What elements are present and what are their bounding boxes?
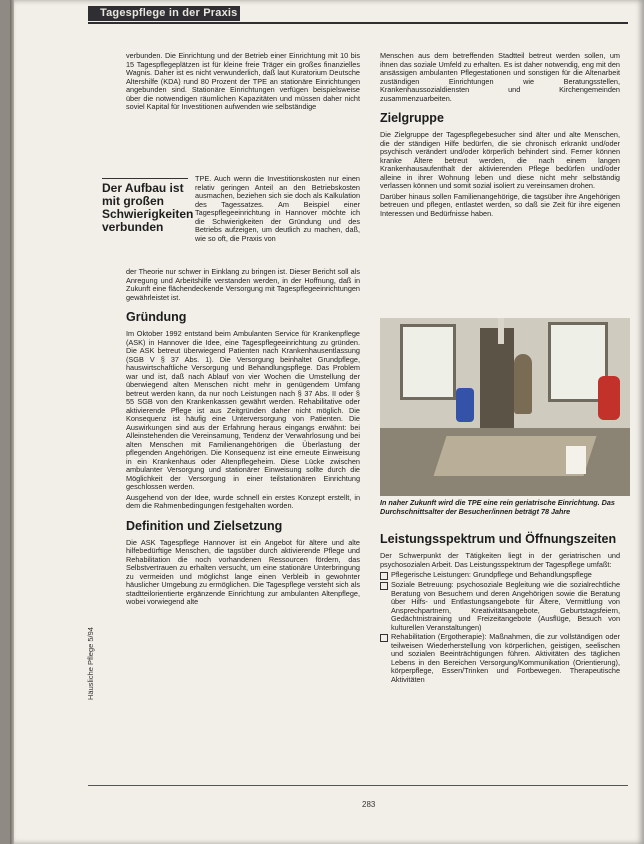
leistung-paragraph: Der Schwerpunkt der Tätigkeiten liegt in der geriatrischen und psychosozialen Arbeit. Das Leistungsspektrum der Tagespflege umfaßt: bbox=[380, 551, 620, 569]
definition-paragraph: Die ASK Tagespflege Hannover ist ein Angebot für ältere und alte hilfebedürftige Menschen, die tagsüber durch aktivierende Pflege und Rehabilitation die noch vorhandenen Ressourcen fördern, das Selbstvertrauen zu erhalten versucht, um eine stationäre Unterbringung zu vermeiden und möglichst lange einen Verbleib in gewohnter häuslicher Umgebung zu ermöglichen. Die Tagespflege versteht sich als stadtteilorientierte ergänzende Einrichtung zur ambulanten Altenpflege, wobei vorwiegend alte bbox=[126, 537, 360, 606]
wrapped-paragraph: TPE. Auch wenn die Investitionskosten nur einen relativ geringen Anteil an den Betriebskosten ausmachen, beziehen sich sie doch als Kalkulation des Tagessatzes. Am Beispiel einer Tagespflegeeinrichtung in Hannover möchte ich die Schwierigkeiten der Gründung und des Betriebs aufzeigen, um deutlich zu machen, daß, wie so oft, die Praxis von bbox=[195, 174, 360, 243]
list-item-text: Soziale Betreuung: psychosoziale Begleitung wie die sozialrechtliche Beratung von Besuchern und deren Angehörigen sowie die Beratung über Hilfs- und Entlastungsangebote für Ältere, Vermittlung von Ansprechpartnern, Kreativitätsangebote, Geburtstagsfeiern, Gedächtnistraining und Freizeitangebote (Ausflüge, Besuch von kulturellen Veranstaltungen) bbox=[391, 580, 620, 632]
list-item bbox=[380, 571, 620, 580]
list-item-text: Rehabilitation (Ergotherapie): Maßnahmen, die zur vollständigen oder teilweisen Wiederherstellung von körperlichen, geistigen, seelischen und sozialen Beeinträchtigungen führen. Aktivitäten des täglichen Lebens in den Bereichen Versorgung/Kommunikation (Orientierung), körperpflege, Essen/Trinken und Fortbewegen. Therapeutische Aktivitäten bbox=[391, 632, 620, 684]
right-intro: Menschen aus dem betreffenden Stadtteil betreut werden sollen, um ihnen das soziale Umfeld zu erhalten. Es ist daher notwendig, eng mit den ansässigen ambulanten Pflegestationen und sonstigen für die Altenarbeit zuständigen Einrichtungen wie Beratungsstellen, Krankenhaussozialdiensten und Kirchengemeinden zusammenzuarbeiten. bbox=[380, 51, 620, 103]
checkbox-bullet-icon bbox=[380, 582, 388, 590]
list-item-text: Pflegerische Leistungen: Grundpflege und Behandlungspflege bbox=[391, 570, 592, 579]
continuation-paragraph: der Theorie nur schwer in Einklang zu bringen ist. Dieser Bericht soll als Anregung und Arbeitshilfe verstanden werden, in der Hoffnung, daß in Zukunft eine flächendeckende Versorgung mit Tagespflegeeinrichtungen gewährleistet ist. bbox=[126, 267, 360, 302]
page-number: 283 bbox=[362, 800, 376, 809]
pull-quote-heading: Der Aufbau ist mit großen Schwierigkeiten verbunden bbox=[102, 178, 188, 234]
list-item bbox=[380, 633, 620, 684]
heading-zielgruppe: Zielgruppe bbox=[380, 111, 444, 125]
photo-box bbox=[566, 446, 586, 474]
left-column-lower bbox=[126, 268, 360, 609]
left-intro: verbunden. Die Einrichtung und der Betrieb einer Einrichtung mit 10 bis 15 Tagespflegeplätzen ist für kleine freie Träger ein großes finanzielles Wagnis. Daher ist es nicht verwunderlich, daß laut Kuratorium Deutsche Altershilfe (KDA) rund 80 Prozent der TPE an stationäre Einrichtungen angebunden sind. Stationäre Einrichtungen verfügen beispielsweise über die notwendigen räumlichen Kapazitäten und müssen daher nicht soviel Kapital für Investitionen aufwenden wie selbständige bbox=[126, 51, 360, 111]
heading-gruendung: Gründung bbox=[126, 310, 187, 324]
list-item bbox=[380, 581, 620, 632]
right-column bbox=[380, 52, 620, 220]
photo-door bbox=[480, 328, 514, 428]
photo-blue-chair bbox=[456, 388, 474, 422]
photo-lamp bbox=[498, 318, 504, 344]
photo-window-left bbox=[400, 324, 456, 400]
gruendung-paragraph-2: Ausgehend von der Idee, wurde schnell ein erstes Konzept erstellt, in dem die Rahmenbedingungen festgehalten worden. bbox=[126, 492, 360, 510]
heading-leistungsspektrum: Leistungsspektrum und Öffnungszeiten bbox=[380, 532, 617, 546]
zielgruppe-paragraph-2: Darüber hinaus sollen Familienangehörige, die tagsüber ihre Angehörigen betreuen und pflegen, entlastet werden, so daß sie Zeit für ihre eigenen Interessen und Bedürfnisse haben. bbox=[380, 191, 620, 218]
checkbox-bullet-icon bbox=[380, 634, 388, 642]
daycare-photo bbox=[380, 318, 630, 496]
checkbox-bullet-icon bbox=[380, 572, 388, 580]
heading-definition: Definition und Zielsetzung bbox=[126, 518, 283, 533]
photo-caption: In naher Zukunft wird die TPE eine rein geriatrische Einrichtung. Das Durchschnittsalter der Besucher/innen beträgt 78 Jahre bbox=[380, 498, 615, 516]
photo-red-chair bbox=[598, 376, 620, 420]
zielgruppe-paragraph-1: Die Zielgruppe der Tagespflegebesucher sind älter und alte Menschen, die der ständigen Hilfe bedürfen, die sie chronisch erkrankt und/oder psychisch verändert und/oder körperlich behindert sind. Ferner können kranke Ältere betreut werden, die nach einem langen Krankenhausaufenthalt der aktivierenden Pflege bedürfen und/oder alleine in ihrer Wohnung leben und diese nicht mehr selbständig verlassen können und somit sozial isoliert zu vereinsamen drohen. bbox=[380, 130, 620, 190]
header-rule bbox=[88, 22, 628, 24]
section-title: Tagespflege in der Praxis bbox=[100, 7, 238, 19]
left-column bbox=[126, 52, 360, 114]
photo-person bbox=[514, 354, 532, 414]
right-column-lower bbox=[380, 524, 620, 685]
gruendung-paragraph-1: Im Oktober 1992 entstand beim Ambulanten Service für Krankenpflege (ASK) in Hannover die Idee, eine Tagespflegeeinrichtung zu gründen. Die ASK betreut überwiegend Patienten nach Krankenhausentlassung (SGB V § 37 Abs. 1). Die Versorgung beinhaltet Grundpflege, hauswirtschaftliche Versorgung und Behandlungspflege. Das Problem war und ist, daß nach Ablauf von vier Wochen die Umstellung der überwiegend alten Menschen nicht mehr in genügendem Umfang betreut werden kann, da nur noch Leistungen nach § 37 Abs. II oder § 55 SGB von den Krankenkassen gewährt werden. Rehabilitative oder aktivierende Pflege ist aus Zeitgründen daher nicht möglich. Die Konsequenz ist häufig eine Unterversorgung von Patienten. Die Auswirkungen sind aus der Erfahrung heraus eingangs erwähnt: bei Alleinstehenden die Vereinsamung, Tendenz der Verwahrlosung und bei alten Menschen mit Familienangehörigen die Überlastung der pflegenden Angehörigen. Die Konsequenz ist eine erneute Einweisung in ein Krankenhaus oder Altenpflegeheim. Diese Lücke zwischen ambulanter Versorgung und stationärer Einweisung sollte durch die Möglichkeit der Versorgung in einer teilstationären Einrichtung geschlossen werden. bbox=[126, 329, 360, 491]
footer-rule bbox=[88, 785, 628, 786]
journal-side-note: Häusliche Pflege 5/94 bbox=[86, 627, 95, 700]
